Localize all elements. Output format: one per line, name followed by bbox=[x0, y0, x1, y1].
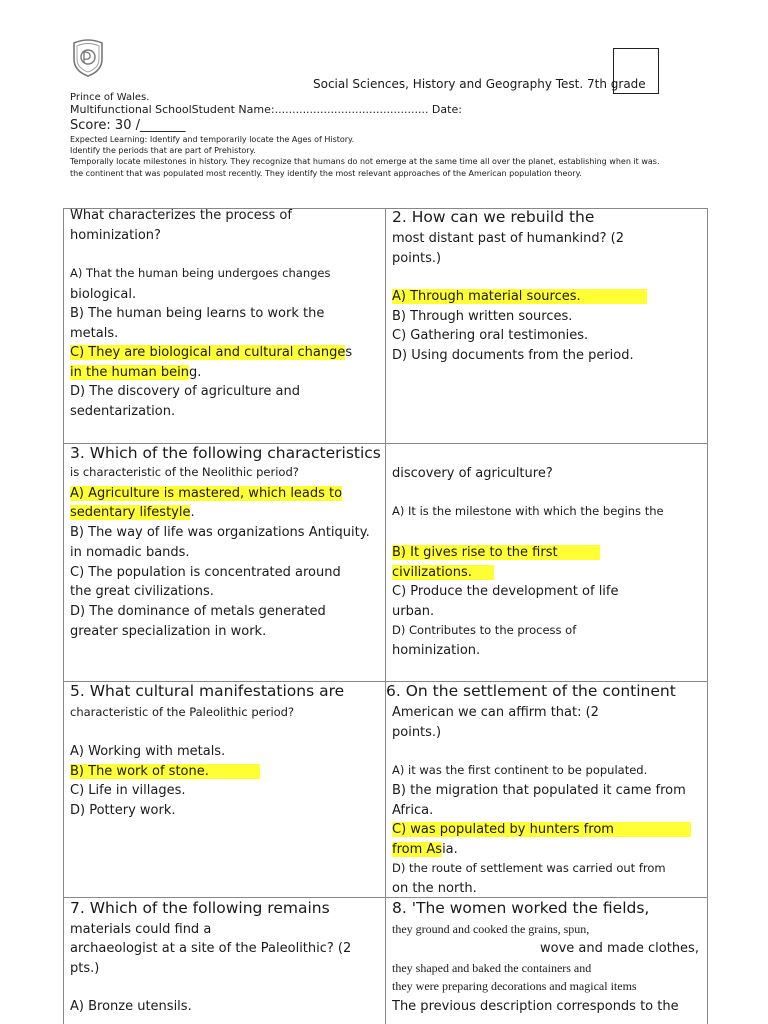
option-d: D) the route of settlement was carried out from bbox=[392, 861, 666, 875]
page-title: Social Sciences, History and Geography Test. 7th grade bbox=[313, 77, 646, 91]
question-8-quote: they shaped and baked the containers and bbox=[392, 961, 592, 975]
option-a-answer: sedentary lifestyle. bbox=[70, 505, 195, 520]
question-3-title: 3. Which of the following characteristics bbox=[70, 444, 381, 462]
expected-learning: Expected Learning: Identify and temporarily locate the Ages of History. bbox=[70, 135, 355, 144]
score-line: Score: 30 /_______ bbox=[70, 118, 186, 133]
question-5-title: characteristic of the Paleolithic period? bbox=[70, 705, 295, 719]
question-6-title: American we can affirm that: (2 bbox=[392, 705, 599, 720]
question-3-title: is characteristic of the Neolithic period? bbox=[70, 465, 299, 479]
table-border bbox=[385, 208, 386, 1024]
option-b: B) The way of life was organizations Antiquity. bbox=[70, 525, 370, 540]
option-b: metals. bbox=[70, 326, 119, 341]
info-line: Temporally locate milestones in history. They recognize that humans do not emerge at the same time all over the planet, establishing when it was. bbox=[70, 157, 660, 166]
question-1-title: What characterizes the process of bbox=[70, 208, 292, 223]
option-d: D) The discovery of agriculture and bbox=[70, 384, 300, 399]
option-d: D) Using documents from the period. bbox=[392, 348, 634, 363]
option-c: urban. bbox=[392, 604, 435, 619]
school-name: Prince of Wales. bbox=[70, 92, 150, 103]
school-crest-icon bbox=[68, 37, 108, 77]
option-b: B) the migration that populated it came from bbox=[392, 783, 686, 798]
option-b: in nomadic bands. bbox=[70, 545, 190, 560]
option-c: C) Produce the development of life bbox=[392, 584, 619, 599]
option-c: C) The population is concentrated around bbox=[70, 565, 341, 580]
option-d: sedentarization. bbox=[70, 404, 176, 419]
option-c: C) Gathering oral testimonies. bbox=[392, 328, 589, 343]
option-c-answer: in the human being. bbox=[70, 365, 202, 380]
option-b-answer: B) The work of stone. bbox=[70, 764, 260, 779]
option-c: the great civilizations. bbox=[70, 584, 214, 599]
info-line: the continent that was populated most recently. They identify the most relevant approaches of the American population theory. bbox=[70, 169, 582, 178]
question-5-title: 5. What cultural manifestations are bbox=[70, 682, 345, 700]
option-c-answer: C) They are biological and cultural changes bbox=[70, 345, 353, 360]
question-2-title: points.) bbox=[392, 251, 442, 266]
question-8-quote: they were preparing decorations and magical items bbox=[392, 979, 637, 993]
question-2-title: most distant past of humankind? (2 bbox=[392, 231, 625, 246]
info-line: Identify the periods that are part of Prehistory. bbox=[70, 146, 256, 155]
question-8-quote: they ground and cooked the grains, spun, bbox=[392, 922, 590, 936]
option-a-answer: A) Agriculture is mastered, which leads to bbox=[70, 486, 343, 501]
option-a: biological. bbox=[70, 287, 137, 302]
option-a: A) That the human being undergoes changes bbox=[70, 266, 331, 280]
option-c-answer: from Asia. bbox=[392, 842, 458, 857]
question-2-title: 2. How can we rebuild the bbox=[392, 208, 595, 226]
table-border bbox=[707, 208, 708, 1024]
option-a: A) Bronze utensils. bbox=[70, 999, 192, 1014]
question-4-title: discovery of agriculture? bbox=[392, 466, 553, 481]
question-7-title: 7. Which of the following remains bbox=[70, 899, 330, 917]
option-d: hominization. bbox=[392, 643, 481, 658]
question-7-title: pts.) bbox=[70, 961, 100, 976]
student-name-line: Multifunctional SchoolStudent Name:............................................ Date: bbox=[70, 103, 462, 116]
option-a-answer: A) Through material sources. bbox=[392, 289, 647, 304]
option-b: Africa. bbox=[392, 803, 434, 818]
question-6-title: points.) bbox=[392, 725, 442, 740]
option-b-answer: B) It gives rise to the first bbox=[392, 545, 600, 560]
question-7-title: archaeologist at a site of the Paleolithic? (2 bbox=[70, 941, 352, 956]
option-d: D) Pottery work. bbox=[70, 803, 176, 818]
option-a: A) it was the first continent to be populated. bbox=[392, 763, 648, 777]
option-d: D) The dominance of metals generated bbox=[70, 604, 326, 619]
question-1-title: hominization? bbox=[70, 228, 161, 243]
option-b: B) Through written sources. bbox=[392, 309, 573, 324]
option-b: B) The human being learns to work the bbox=[70, 306, 325, 321]
option-a: A) Working with metals. bbox=[70, 744, 226, 759]
question-8-text: The previous description corresponds to the bbox=[392, 999, 679, 1014]
option-d: greater specialization in work. bbox=[70, 624, 267, 639]
table-border bbox=[63, 208, 64, 1024]
question-8-quote: wove and made clothes, bbox=[540, 941, 699, 956]
option-a: A) It is the milestone with which the begins the bbox=[392, 504, 664, 518]
option-c: C) Life in villages. bbox=[70, 783, 186, 798]
question-6-title: 6. On the settlement of the continent bbox=[386, 682, 676, 700]
option-c-answer: C) was populated by hunters from bbox=[392, 822, 691, 837]
option-d: on the north. bbox=[392, 881, 477, 896]
option-d: D) Contributes to the process of bbox=[392, 623, 577, 637]
question-7-title: materials could find a bbox=[70, 922, 212, 937]
question-8-title: 8. 'The women worked the fields, bbox=[392, 899, 650, 917]
option-b-answer: civilizations. bbox=[392, 565, 494, 580]
